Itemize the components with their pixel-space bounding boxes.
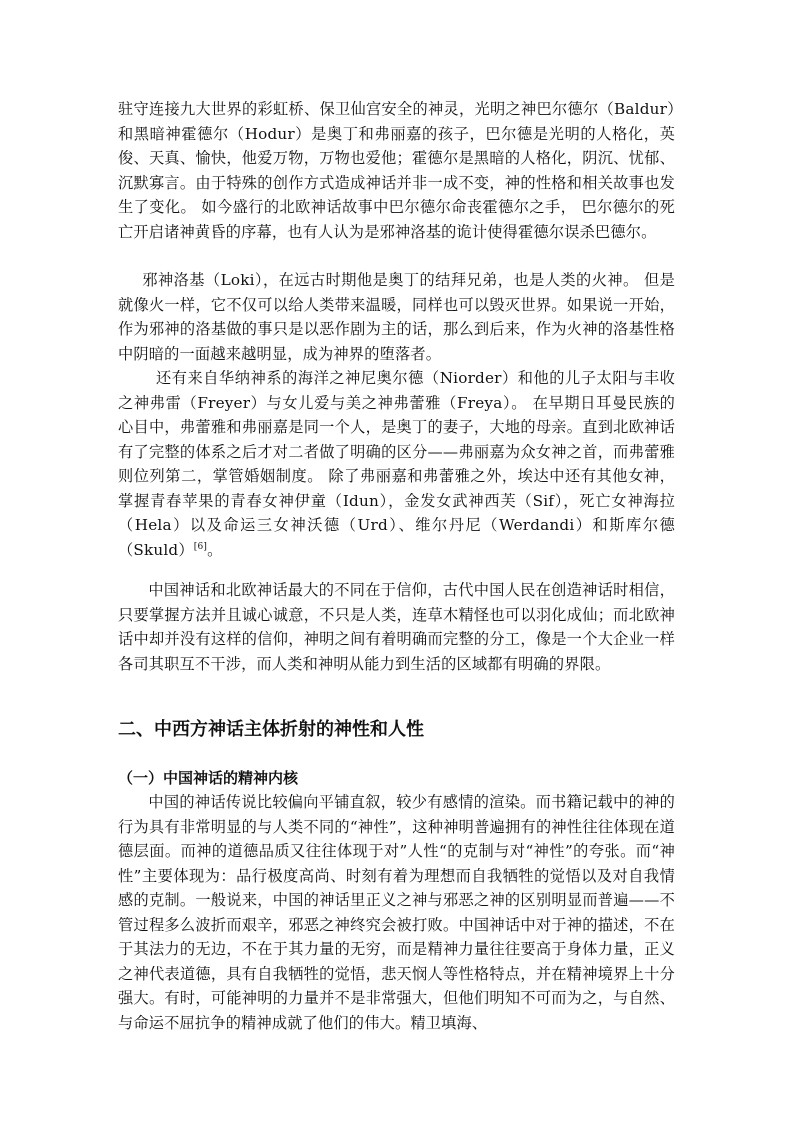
- paragraph-baldur-hodur: 驻守连接九大世界的彩虹桥、保卫仙宫安全的神灵，光明之神巴尔德尔（Baldur）和黑暗神霍德尔（Hodur）是奥丁和弗丽嘉的孩子，巴尔德是光明的人格化，英俊、天真、愉快，他爱万物，万物也爱他；霍德尔是黑暗的人格化，阴沉、忧郁、沉默寡言。由于特殊的创作方式造成神话并非一成不变，神的性格和相关故事也发生了变化。 如今盛行的北欧神话故事中巴尔德尔命丧霍德尔之手， 巴尔德尔的死亡开启诸神黄昏的序幕，也有人认为是邪神洛基的诡计使得霍德尔误杀巴德尔。: [118, 100, 675, 241]
- subsection-heading: （一）中国神话的精神内核: [118, 769, 299, 787]
- paragraph-chinese-spirit: 中国的神话传说比较偏向平铺直叙，较少有感情的渲染。而书籍记载中的神的行为具有非常明显的与人类不同的“神性”，这种神明普遍拥有的神性往往体现在道德层面。而神的道德品质又往往体现于对”人性“的克制与对“神性”的夸张。而“神性”主要体现为：品行极度高尚、时刻有着为理想而自我牺牲的觉悟以及对自我情感的克制。一般说来，中国的神话里正义之神与邪恶之神的区别明显而普遍——不管过程多么波折而艰辛，邪恶之神终究会被打败。中国神话中对于神的描述，不在于其法力的无边，不在于其力量的无穷，而是精神力量往往要高于身体力量，正义之神代表道德，具有自我牺牲的觉悟，悲天悯人等性格特点，并在精神境界上十分强大。有时，可能神明的力量并不是非常强大，但他们明知不可而为之，与自然、与命运不屈抗争的精神成就了他们的伟大。精卫填海、: [118, 793, 675, 1032]
- section-heading: 二、中西方神话主体折射的神性和人性: [118, 719, 424, 740]
- citation-ref: [6]: [193, 541, 208, 552]
- paragraph-vanir-end: 。: [207, 540, 223, 559]
- paragraph-vanir-text: 还有来自华纳神系的海洋之神尼奥尔德（Niorder）和他的儿子太阳与丰收之神弗雷（Freyer）与女儿爱与美之神弗蕾雅（Freya）。 在早期日耳曼民族的心目中，弗蕾雅和弗丽嘉是同一个人，是奥丁的妻子，大地的母亲。直到北欧神话有了完整的体系之后才对二者做了明确的区分——弗丽嘉为众女神之首，而弗蕾雅则位列第二，掌管婚姻制度。 除了弗丽嘉和弗蕾雅之外，埃达中还有其他女神，掌握青春苹果的青春女神伊童（Idun），金发女武神西芙（Sif），死亡女神海拉（Hela）以及命运三女神沃德（Urd）、维尔丹尼（Werdandi）和斯库尔德（Skuld）: [118, 369, 675, 559]
- paragraph-comparison: 中国神话和北欧神话最大的不同在于信仰，古代中国人民在创造神话时相信，只要掌握方法并且诚心诚意，不只是人类，连草木精怪也可以羽化成仙；而北欧神话中却并没有这样的信仰，神明之间有着明确而完整的分工，像是一个大企业一样各司其职互不干涉，而人类和神明从能力到生活的区域都有明确的界限。: [118, 581, 675, 673]
- paragraph-vanir-goddesses: [118, 366, 675, 562]
- paragraph-loki: 邪神洛基（Loki），在远古时期他是奥丁的结拜兄弟，也是人类的火神。 但是就像火一样，它不仅可以给人类带来温暖，同样也可以毁灭世界。如果说一开始，作为邪神的洛基做的事只是以恶作剧为主的话，那么到后来，作为火神的洛基性格中阴暗的一面越来越明显，成为神界的堕落者。: [118, 271, 675, 363]
